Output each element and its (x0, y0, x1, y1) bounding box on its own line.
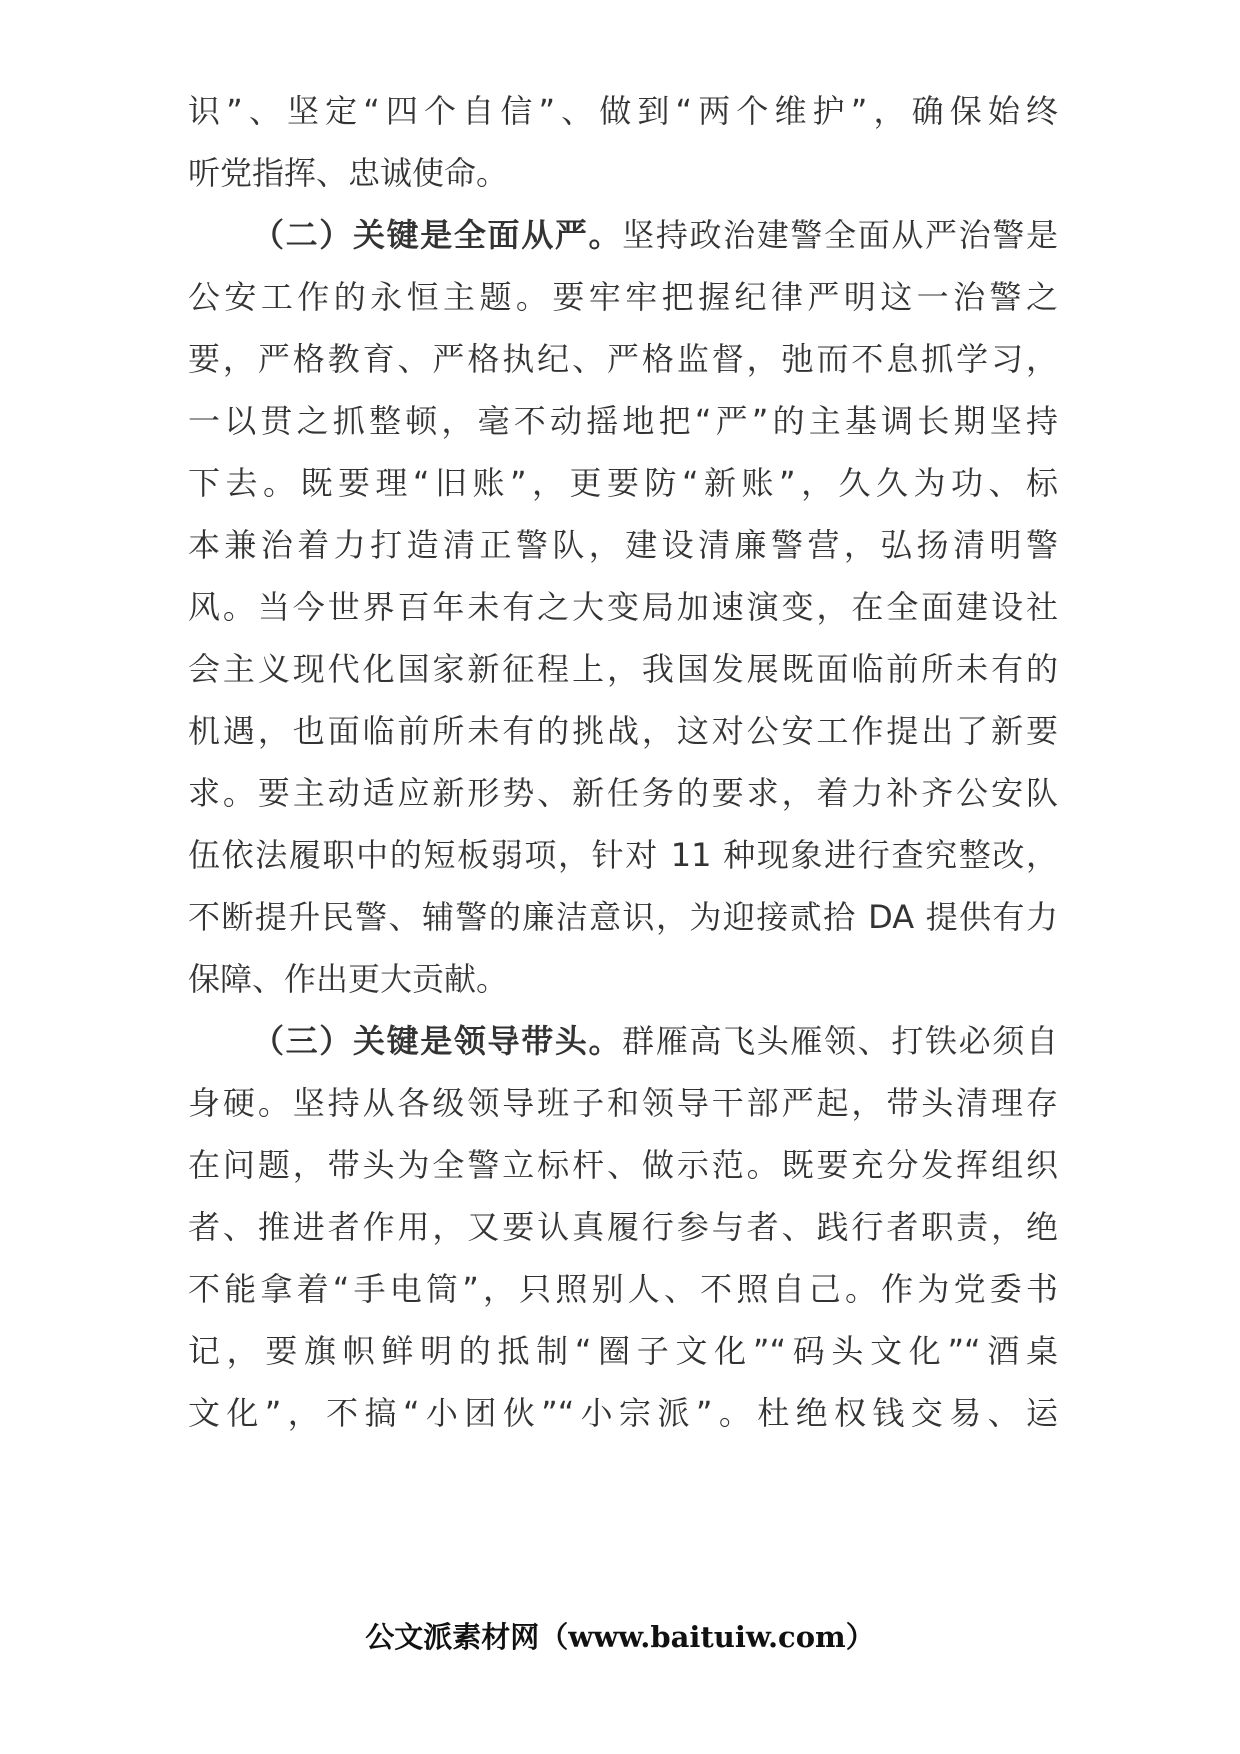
section-3-text: 群雁高飞头雁领、打铁必须自 (622, 1022, 1058, 1060)
text-line: 识”、坚定“四个自信”、做到“两个维护”，确保始终 (188, 92, 1058, 130)
text-line: 会主义现代化国家新征程上，我国发展既面临前所未有的 (188, 650, 1058, 688)
text-line: 公安工作的永恒主题。要牢牢把握纪律严明这一治警之 (188, 278, 1058, 316)
text-line: 不能拿着“手电筒”，只照别人、不照自己。作为党委书 (188, 1270, 1058, 1308)
text-line: 伍依法履职中的短板弱项，针对 11 种现象进行查究整改， (188, 836, 1058, 874)
text-line: 保障、作出更大贡献。 (188, 960, 509, 998)
section-2-heading: （二）关键是全面从严。 (252, 216, 623, 254)
section-2-text: 坚持政治建警全面从严治警是 (622, 216, 1058, 254)
text-line: 求。要主动适应新形势、新任务的要求，着力补齐公安队 (188, 774, 1058, 812)
text-line: 身硬。坚持从各级领导班子和领导干部严起，带头清理存 (188, 1084, 1058, 1122)
section-3-heading: （三）关键是领导带头。 (252, 1022, 623, 1060)
text-line: 下去。既要理“旧账”，更要防“新账”，久久为功、标 (188, 464, 1058, 502)
section-2-first-line (252, 201, 1058, 270)
section-3-first-line (252, 1007, 1058, 1076)
text-line: 一以贯之抓整顿，毫不动摇地把“严”的主基调长期坚持 (188, 402, 1058, 440)
text-line: 机遇，也面临前所未有的挑战，这对公安工作提出了新要 (188, 712, 1058, 750)
text-line: 在问题，带头为全警立标杆、做示范。既要充分发挥组织 (188, 1146, 1058, 1184)
text-line: 要，严格教育、严格执纪、严格监督，弛而不息抓学习， (188, 340, 1058, 378)
text-line: 风。当今世界百年未有之大变局加速演变，在全面建设社 (188, 588, 1058, 626)
text-line: 听党指挥、忠诚使命。 (188, 154, 509, 192)
text-line: 文化”，不搞“小团伙”“小宗派”。杜绝权钱交易、运 (188, 1394, 1058, 1432)
text-line: 不断提升民警、辅警的廉洁意识，为迎接贰拾 DA 提供有力 (188, 898, 1058, 936)
text-line: 记，要旗帜鲜明的抵制“圈子文化”“码头文化”“酒桌 (188, 1332, 1058, 1370)
text-line: 者、推进者作用，又要认真履行参与者、践行者职责，绝 (188, 1208, 1058, 1246)
text-line: 本兼治着力打造清正警队，建设清廉警营，弘扬清明警 (188, 526, 1058, 564)
footer-watermark: 公文派素材网（www.baituiw.com） (365, 1620, 875, 1654)
